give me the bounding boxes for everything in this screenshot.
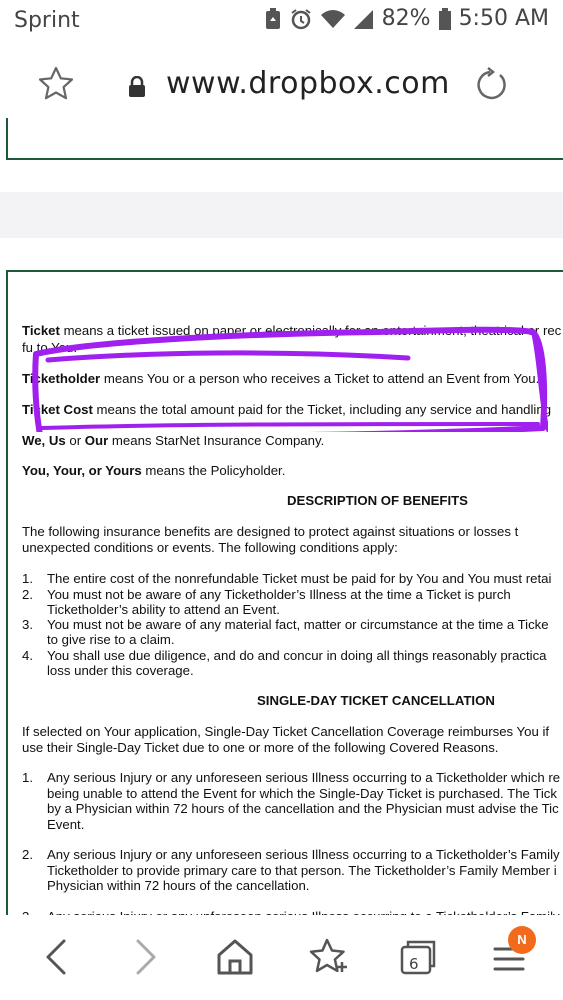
benefits-intro-2: unexpected conditions or events. The following conditions apply: bbox=[22, 540, 398, 555]
reload-icon[interactable] bbox=[474, 66, 510, 102]
signal-icon bbox=[354, 8, 374, 30]
bookmark-star-icon[interactable] bbox=[38, 66, 74, 100]
ticket-cost-term: Ticket Cost bbox=[22, 402, 93, 417]
condition-1: The entire cost of the nonrefundable Ticket must be paid for by You and You must retai bbox=[47, 571, 552, 586]
condition-1-number: 1. bbox=[22, 571, 33, 586]
ticket-cost-def: means the total amount paid for the Ticket, including any service and handling bbox=[92, 402, 552, 417]
battery-icon bbox=[439, 8, 451, 30]
ticket-definition-cont: fu to You. bbox=[22, 340, 78, 355]
reason-1-line-3: by a Physician within 72 hours of the cancellation and the Physician must advise the Tic bbox=[47, 801, 559, 816]
you-def: means the Policyholder. bbox=[141, 463, 286, 478]
condition-3: You must not be aware of any material fact, matter or circumstance at the time a Ticke bbox=[47, 617, 549, 632]
condition-3-cont: to give rise to a claim. bbox=[47, 632, 175, 647]
clock-time: 5:50 AM bbox=[458, 6, 549, 31]
condition-3-number: 3. bbox=[22, 617, 33, 632]
reason-1-number: 1. bbox=[22, 770, 33, 785]
recycle-battery-icon bbox=[264, 8, 282, 30]
we-or: or bbox=[65, 433, 85, 448]
we-def: means StarNet Insurance Company. bbox=[108, 433, 325, 448]
back-arrow-icon[interactable] bbox=[42, 937, 72, 977]
heading-description-of-benefits: DESCRIPTION OF BENEFITS bbox=[287, 493, 468, 508]
condition-2: You must not be aware of any Ticketholder’s Illness at the time a Ticket is purch bbox=[47, 587, 511, 602]
highlight-annotation bbox=[28, 302, 548, 432]
reason-1-line-2: being unable to attend the Event for which the Single-Day Ticket is purchased. The Tick bbox=[47, 786, 557, 801]
forward-arrow-icon[interactable] bbox=[130, 937, 160, 977]
ticket-definition-visible: means a ticket issued on paper or electronically for an entertainment, theatrical or rec bbox=[63, 323, 562, 338]
page-gap bbox=[0, 192, 563, 238]
condition-2-cont: Ticketholder’s ability to attend an Event. bbox=[47, 602, 280, 617]
battery-percent: 82% bbox=[381, 6, 431, 31]
url-field[interactable]: www.dropbox.com bbox=[166, 66, 450, 101]
home-icon[interactable] bbox=[215, 937, 255, 977]
wifi-icon bbox=[320, 8, 346, 30]
our-term: Our bbox=[84, 433, 109, 448]
reason-1-line-1: Any serious Injury or any unforeseen serious Illness occurring to a Ticketholder which re bbox=[47, 770, 561, 785]
document-page bbox=[6, 270, 563, 972]
lock-icon bbox=[128, 76, 146, 98]
we-term: We, Us bbox=[22, 433, 66, 448]
address-bar bbox=[0, 44, 563, 124]
alarm-icon bbox=[290, 8, 312, 30]
single-day-intro-1: If selected on Your application, Single-Day Ticket Cancellation Coverage reimburses You if bbox=[22, 724, 550, 739]
condition-4-number: 4. bbox=[22, 648, 33, 663]
heading-single-day-cancellation: SINGLE-DAY TICKET CANCELLATION bbox=[257, 693, 495, 708]
condition-2-number: 2. bbox=[22, 587, 33, 602]
reason-2-line-3: Physician within 72 hours of the cancellation. bbox=[47, 878, 310, 893]
single-day-intro-2: use their Single-Day Ticket due to one or more of the following Covered Reasons. bbox=[22, 740, 499, 755]
bottom-nav-bar bbox=[0, 915, 563, 1000]
carrier-name: Sprint bbox=[14, 8, 80, 33]
previous-page-card bbox=[6, 118, 563, 160]
notification-badge: N bbox=[508, 926, 536, 954]
ticketholder-term: Ticketholder bbox=[22, 371, 101, 386]
benefits-intro-1: The following insurance benefits are designed to protect against situations or losses t bbox=[22, 524, 519, 539]
ticketholder-def: means You or a person who receives a Ticket to attend an Event from You. bbox=[100, 371, 540, 386]
reason-2-line-1: Any serious Injury or any unforeseen serious Illness occurring to a Ticketholder’s Family bbox=[47, 847, 560, 862]
ticket-definition: Ticket means a ticket issued on paper or electronically for an entertainment, theatrical or rec bbox=[22, 323, 562, 338]
we-definition bbox=[22, 433, 324, 448]
you-definition bbox=[22, 463, 285, 478]
reason-2-number: 2. bbox=[22, 847, 33, 862]
reason-2-line-2: Ticketholder to provide primary care to that person. The Ticketholder’s Family Member i bbox=[47, 863, 557, 878]
reason-1-line-4: Event. bbox=[47, 817, 85, 832]
status-icons bbox=[264, 6, 549, 31]
bookmarks-star-icon[interactable] bbox=[307, 937, 349, 977]
status-bar bbox=[0, 0, 563, 44]
tab-count: 6 bbox=[409, 955, 419, 973]
condition-4: You shall use due diligence, and do and concur in doing all things reasonably practica bbox=[47, 648, 547, 663]
you-term: You, Your, or Yours bbox=[22, 463, 142, 478]
condition-4-cont: loss under this coverage. bbox=[47, 663, 194, 678]
